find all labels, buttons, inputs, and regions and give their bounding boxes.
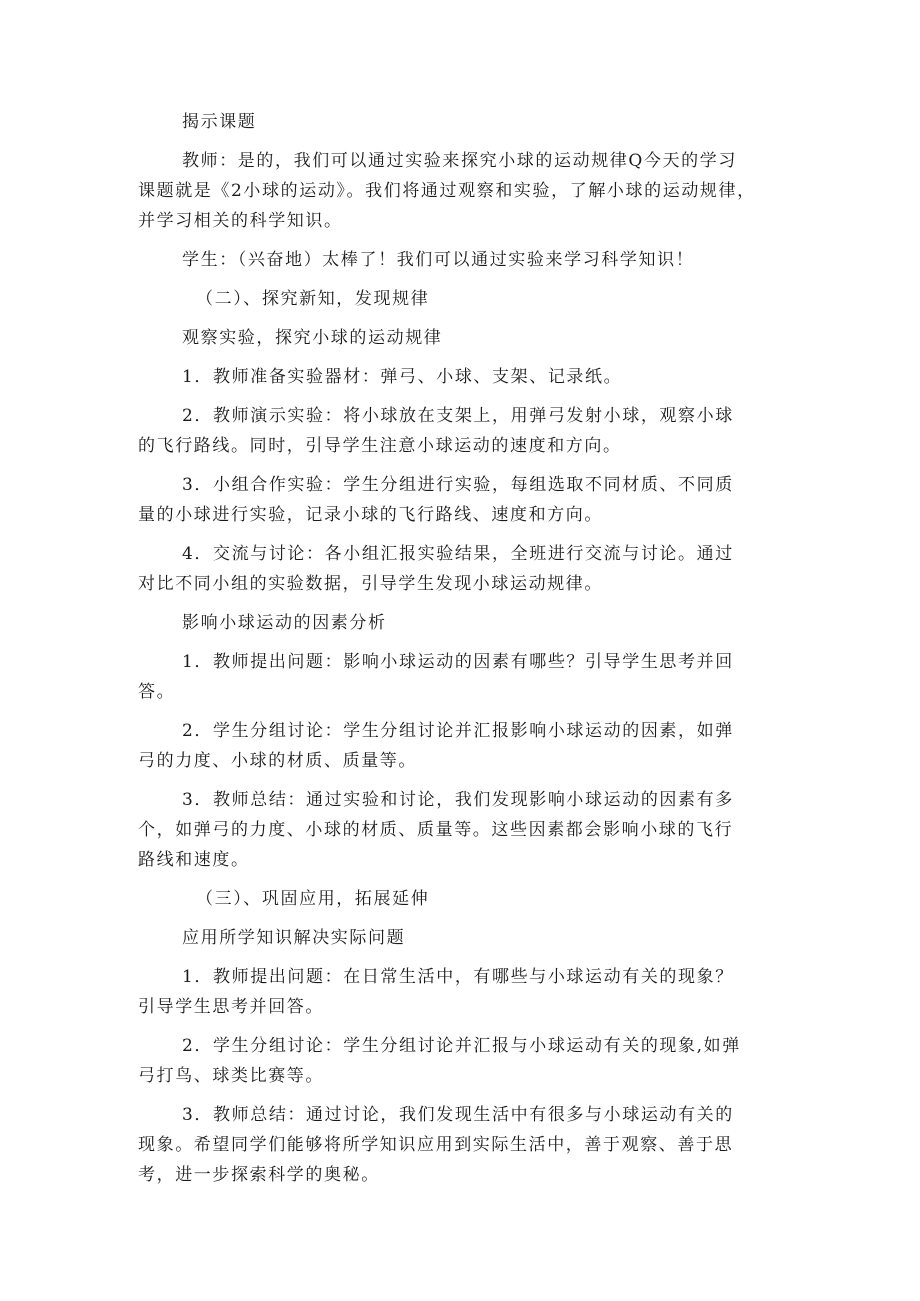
text-line: 观察实验，探究小球的运动规律 <box>182 328 443 348</box>
paragraph <box>138 470 788 530</box>
subheading <box>138 923 788 953</box>
text-line: 教师：是的，我们可以通过实验来探究小球的运动规律Q今天的学习 <box>182 151 737 171</box>
text-line: 量的小球进行实验，记录小球的飞行路线、速度和方向。 <box>138 505 603 525</box>
subheading <box>138 608 788 638</box>
text-line: 1．教师准备实验器材：弹弓、小球、支架、记录纸。 <box>182 367 623 387</box>
paragraph-gap <box>138 914 788 923</box>
text-line: 并学习相关的科学知识。 <box>138 211 343 231</box>
paragraph <box>138 962 788 1022</box>
section-heading <box>138 284 788 314</box>
paragraph-gap <box>138 392 788 401</box>
text-line: 揭示课题 <box>182 112 257 132</box>
paragraph-gap <box>138 875 788 884</box>
subheading <box>138 323 788 353</box>
paragraph-gap <box>138 353 788 362</box>
text-line: 影响小球运动的因素分析 <box>182 613 387 633</box>
text-line: 1．教师提出问题：影响小球运动的因素有哪些？引导学生思考并回 <box>182 652 734 672</box>
paragraph <box>138 1031 788 1091</box>
text-line: 1．教师提出问题：在日常生活中，有哪些与小球运动有关的现象？ <box>182 967 734 987</box>
text-line: 弓打鸟、球类比赛等。 <box>138 1066 324 1086</box>
text-line: （三）、巩固应用，拓展延伸 <box>196 889 430 909</box>
text-line: 2．学生分组讨论：学生分组讨论并汇报影响小球运动的因素，如弹 <box>182 721 734 741</box>
text-line: 2．教师演示实验：将小球放在支架上，用弹弓发射小球，观察小球 <box>182 406 734 426</box>
paragraph-gap <box>138 707 788 716</box>
paragraph-gap <box>138 599 788 608</box>
paragraph <box>138 146 788 236</box>
paragraph-gap <box>138 275 788 284</box>
paragraph <box>138 539 788 599</box>
paragraph <box>138 245 788 275</box>
section-heading <box>138 884 788 914</box>
paragraph-gap <box>138 530 788 539</box>
paragraph-gap <box>138 314 788 323</box>
text-line: 对比不同小组的实验数据，引导学生发现小球运动规律。 <box>138 574 603 594</box>
paragraph-gap <box>138 776 788 785</box>
paragraph <box>138 716 788 776</box>
paragraph-gap <box>138 1091 788 1100</box>
text-line: 引导学生思考并回答。 <box>138 997 324 1017</box>
paragraph <box>138 362 788 392</box>
paragraph <box>138 785 788 875</box>
text-line: 现象。希望同学们能够将所学知识应用到实际生活中，善于观察、善于思 <box>138 1135 734 1155</box>
document-page <box>138 107 788 1190</box>
paragraph-gap <box>138 461 788 470</box>
text-line: 的飞行路线。同时，引导学生注意小球运动的速度和方向。 <box>138 436 622 456</box>
text-line: 弓的力度、小球的材质、质量等。 <box>138 751 417 771</box>
text-line: 学生：（兴奋地）太棒了！我们可以通过实验来学习科学知识！ <box>182 250 695 270</box>
paragraph <box>138 647 788 707</box>
paragraph-gap <box>138 1022 788 1031</box>
paragraph <box>138 401 788 461</box>
paragraph-gap <box>138 137 788 146</box>
text-line: 个，如弹弓的力度、小球的材质、质量等。这些因素都会影响小球的飞行 <box>138 820 734 840</box>
paragraph-gap <box>138 638 788 647</box>
text-line: 路线和速度。 <box>138 850 250 870</box>
text-line: 3．教师总结：通过讨论，我们发现生活中有很多与小球运动有关的 <box>182 1105 734 1125</box>
text-line: 3．教师总结：通过实验和讨论，我们发现影响小球运动的因素有多 <box>182 790 734 810</box>
text-line: 3．小组合作实验：学生分组进行实验，每组选取不同材质、不同质 <box>182 475 734 495</box>
text-line: 课题就是《2小球的运动》。我们将通过观察和实验，了解小球的运动规律， <box>138 181 756 201</box>
text-line: 考，进一步探索科学的奥秘。 <box>138 1165 380 1185</box>
text-line: 答。 <box>138 682 176 702</box>
paragraph-gap <box>138 236 788 245</box>
paragraph-gap <box>138 953 788 962</box>
subheading <box>138 107 788 137</box>
text-line: 2．学生分组讨论：学生分组讨论并汇报与小球运动有关的现象,如弹 <box>182 1036 741 1056</box>
text-line: 4．交流与讨论：各小组汇报实验结果，全班进行交流与讨论。通过 <box>182 544 734 564</box>
paragraph <box>138 1100 788 1190</box>
text-line: 应用所学知识解决实际问题 <box>182 928 406 948</box>
text-line: （二）、探究新知，发现规律 <box>196 289 430 309</box>
